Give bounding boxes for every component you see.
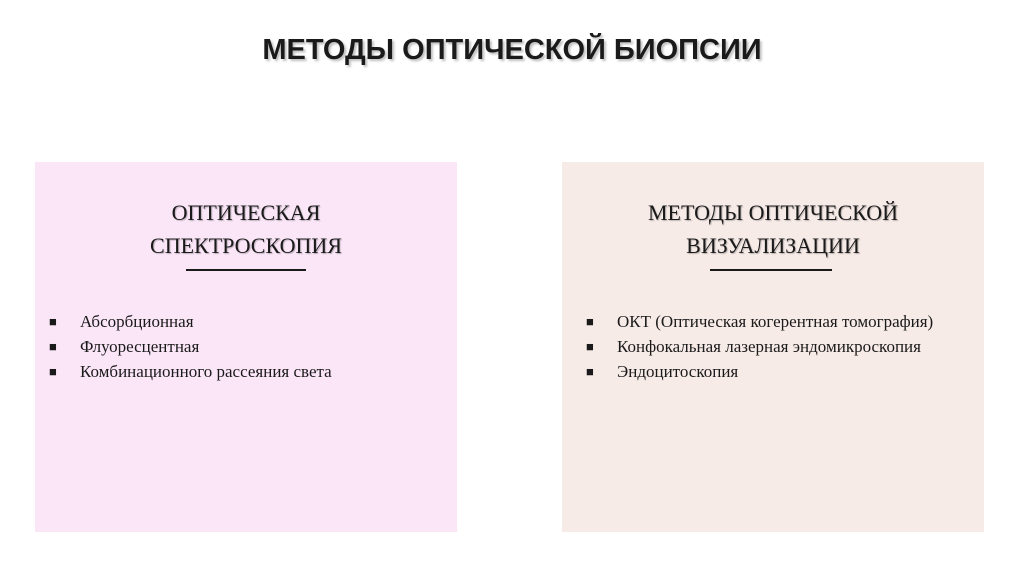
heading-underline <box>186 269 306 271</box>
square-bullet-icon: ■ <box>49 314 57 329</box>
square-bullet-icon: ■ <box>586 314 594 329</box>
list-item-text: Абсорбционная <box>80 312 194 331</box>
bullet-list <box>49 309 449 384</box>
slide-title: МЕТОДЫ ОПТИЧЕСКОЙ БИОПСИИ <box>262 34 762 66</box>
square-bullet-icon: ■ <box>586 339 594 354</box>
list-item <box>586 334 976 359</box>
optical-spectroscopy-panel <box>35 162 457 532</box>
heading-line: МЕТОДЫ ОПТИЧЕСКОЙ <box>647 200 899 225</box>
list-item <box>49 359 449 384</box>
list-item <box>586 359 976 384</box>
optical-visualization-panel <box>562 162 984 532</box>
list-item-text: Эндоцитоскопия <box>617 362 739 381</box>
panel-heading <box>562 196 984 262</box>
list-item <box>586 309 976 334</box>
heading-line: СПЕКТРОСКОПИЯ <box>150 233 342 258</box>
list-item <box>49 334 449 359</box>
square-bullet-icon: ■ <box>49 364 57 379</box>
list-item-text: Флуоресцентная <box>80 337 200 356</box>
square-bullet-icon: ■ <box>49 339 57 354</box>
heading-underline <box>710 269 832 271</box>
square-bullet-icon: ■ <box>586 364 594 379</box>
heading-line: ВИЗУАЛИЗАЦИИ <box>686 233 860 258</box>
list-item-text: ОКТ (Оптическая когерентная томография) <box>617 312 934 331</box>
bullet-list <box>586 309 976 384</box>
list-item <box>49 309 449 334</box>
panel-heading <box>35 196 457 262</box>
list-item-text: Конфокальная лазерная эндомикроскопия <box>617 337 921 356</box>
heading-line: ОПТИЧЕСКАЯ <box>171 200 321 225</box>
list-item-text: Комбинационного рассеяния света <box>80 362 332 381</box>
